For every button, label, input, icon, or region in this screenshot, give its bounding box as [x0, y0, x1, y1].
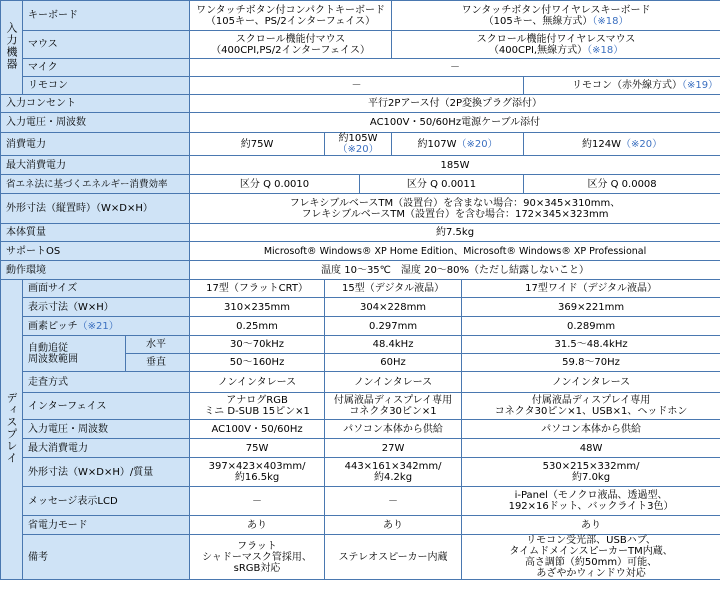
dvolt-value-2: パソコン本体から供給: [325, 420, 462, 439]
row-outlet: [1, 95, 720, 113]
note-18[interactable]: （※18）: [587, 44, 624, 56]
dmax-value-3: 48W: [462, 439, 720, 458]
keyboard-value-1: ワンタッチボタン付コンパクトキーボード （105キー、PS/2インターフェイス）: [190, 1, 392, 31]
label-lcd: メッセージ表示LCD: [23, 487, 190, 516]
saving-value-1: あり: [190, 516, 325, 535]
row-saving: [1, 516, 720, 535]
label-mouse: マウス: [23, 31, 190, 59]
pitch-value-2: 0.297mm: [325, 317, 462, 336]
pitch-value-3: 0.289mm: [462, 317, 720, 336]
label-keyboard: キーボード: [23, 1, 190, 31]
iface-value-3: 付属液晶ディスプレイ専用 コネクタ30ピン×1、USB×1、ヘッドホン: [462, 393, 720, 420]
row-dmax: [1, 439, 720, 458]
row-scan-h: [1, 336, 720, 354]
iface-value-2: 付属液晶ディスプレイ専用 コネクタ30ピン×1: [325, 393, 462, 420]
screen-value-3: 17型ワイド（デジタル液晶）: [462, 280, 720, 298]
remarks-value-1: フラット シャドーマスク管採用、 sRGB対応: [190, 535, 325, 580]
row-power: [1, 133, 720, 156]
efficiency-value-1: 区分 Q 0.0010: [190, 175, 360, 194]
row-lcd: [1, 487, 720, 516]
remarks-value-2: ステレオスピーカー内蔵: [325, 535, 462, 580]
label-area: 表示寸法（W×H）: [23, 298, 190, 317]
power-value-2: 約105W（※20）: [325, 133, 392, 156]
env-value: 温度 10～35℃ 湿度 20～80%（ただし結露しないこと）: [190, 261, 720, 280]
label-pitch: 画素ピッチ（※21）: [23, 317, 190, 336]
row-env: [1, 261, 720, 280]
note-21[interactable]: （※21）: [77, 320, 119, 332]
saving-value-3: あり: [462, 516, 720, 535]
label-saving: 省電力モード: [23, 516, 190, 535]
scan-v-value-3: 59.8～70Hz: [462, 354, 720, 372]
scan-h-value-1: 30～70kHz: [190, 336, 325, 354]
row-pitch: [1, 317, 720, 336]
label-dvolt: 入力電圧・周波数: [23, 420, 190, 439]
label-outlet: 入力コンセント: [1, 95, 190, 113]
area-value-3: 369×221mm: [462, 298, 720, 317]
row-remarks: [1, 535, 720, 580]
group-input: 入力機器: [1, 1, 23, 95]
row-keyboard: [1, 1, 720, 31]
area-value-1: 310×235mm: [190, 298, 325, 317]
ddims-value-1: 397×423×403mm/ 約16.5kg: [190, 458, 325, 487]
row-mass: [1, 224, 720, 242]
label-mass: 本体質量: [1, 224, 190, 242]
row-maxpower: [1, 156, 720, 175]
keyboard-value-2: ワンタッチボタン付ワイヤレスキーボード （105キー、無線方式）（※18）: [392, 1, 720, 31]
row-area: [1, 298, 720, 317]
mouse-value-1: スクロール機能付マウス （400CPI,PS/2インターフェイス）: [190, 31, 392, 59]
row-efficiency: [1, 175, 720, 194]
dvolt-value-1: AC100V・50/60Hz: [190, 420, 325, 439]
row-remote: [1, 77, 720, 95]
screen-value-1: 17型（フラットCRT）: [190, 280, 325, 298]
label-ddims: 外形寸法（W×D×H）/質量: [23, 458, 190, 487]
row-dims: [1, 194, 720, 224]
note-20[interactable]: （※20）: [456, 138, 498, 150]
mass-value: 約7.5kg: [190, 224, 720, 242]
ddims-value-2: 443×161×342mm/ 約4.2kg: [325, 458, 462, 487]
voltage-value: AC100V・50/60Hz電源ケーブル添付: [190, 113, 720, 133]
mic-value: －: [190, 59, 720, 77]
scanmode-value-2: ノンインタレース: [325, 372, 462, 393]
iface-value-1: アナログRGB ミニ D-SUB 15ピン×1: [190, 393, 325, 420]
power-value-1: 約75W: [190, 133, 325, 156]
row-os: [1, 242, 720, 261]
row-mouse: [1, 31, 720, 59]
dmax-value-1: 75W: [190, 439, 325, 458]
label-dims: 外形寸法（縦置時）（W×D×H）: [1, 194, 190, 224]
saving-value-2: あり: [325, 516, 462, 535]
row-voltage: [1, 113, 720, 133]
scan-h-value-2: 48.4kHz: [325, 336, 462, 354]
label-voltage: 入力電圧・周波数: [1, 113, 190, 133]
note-20[interactable]: （※20）: [620, 138, 663, 150]
row-ddims: [1, 458, 720, 487]
row-screen: [1, 280, 720, 298]
label-maxpower: 最大消費電力: [1, 156, 190, 175]
area-value-2: 304×228mm: [325, 298, 462, 317]
dims-value: フレキシブルベースTM（設置台）を含まない場合：90×345×310mm、 フレキシブルベースTM（設置台）を含む場合：172×345×323mm: [190, 194, 720, 224]
mouse-value-2: スクロール機能付ワイヤレスマウス （400CPI,無線方式）（※18）: [392, 31, 720, 59]
scanmode-value-3: ノンインタレース: [462, 372, 720, 393]
label-remote: リモコン: [23, 77, 190, 95]
maxpower-value: 185W: [190, 156, 720, 175]
label-remarks: 備考: [23, 535, 190, 580]
remarks-value-3: リモコン受光部、USBハブ、 タイムドメインスピーカーTM内蔵、 高さ調節（約50mm）可能、 あざやかウィンドウ対応: [462, 535, 720, 580]
label-scanmode: 走査方式: [23, 372, 190, 393]
row-scanmode: [1, 372, 720, 393]
note-18[interactable]: （※18）: [592, 15, 629, 27]
note-20[interactable]: （※20）: [337, 144, 379, 155]
screen-value-2: 15型（デジタル液晶）: [325, 280, 462, 298]
pitch-value-1: 0.25mm: [190, 317, 325, 336]
label-screen: 画面サイズ: [23, 280, 190, 298]
row-dvolt: [1, 420, 720, 439]
remote-value-1: －: [190, 77, 524, 95]
scan-h-value-3: 31.5～48.4kHz: [462, 336, 720, 354]
lcd-value-2: －: [325, 487, 462, 516]
dmax-value-2: 27W: [325, 439, 462, 458]
label-env: 動作環境: [1, 261, 190, 280]
row-mic: [1, 59, 720, 77]
note-19[interactable]: （※19）: [681, 80, 719, 91]
efficiency-value-2: 区分 Q 0.0011: [360, 175, 524, 194]
label-power: 消費電力: [1, 133, 190, 156]
scan-v-value-1: 50～160Hz: [190, 354, 325, 372]
label-os: サポートOS: [1, 242, 190, 261]
lcd-value-3: i-Panel（モノクロ液晶、透過型、 192×16ドット、バックライト3色）: [462, 487, 720, 516]
dvolt-value-3: パソコン本体から供給: [462, 420, 720, 439]
row-iface: [1, 393, 720, 420]
label-efficiency: 省エネ法に基づくエネルギー消費効率: [1, 175, 190, 194]
scan-v-value-2: 60Hz: [325, 354, 462, 372]
group-display: ディスプレイ: [1, 280, 23, 580]
efficiency-value-3: 区分 Q 0.0008: [524, 175, 720, 194]
label-iface: インターフェイス: [23, 393, 190, 420]
os-value: Microsoft® Windows® XP Home Edition、Microsoft® Windows® XP Professional: [190, 242, 720, 261]
power-value-4: 約124W（※20）: [524, 133, 720, 156]
power-value-3: 約107W（※20）: [392, 133, 524, 156]
remote-value-2: リモコン（赤外線方式）（※19）: [524, 77, 720, 95]
scanmode-value-1: ノンインタレース: [190, 372, 325, 393]
label-scan: 自動追従 周波数範囲: [23, 336, 126, 372]
ddims-value-3: 530×215×332mm/ 約7.0kg: [462, 458, 720, 487]
outlet-value: 平行2Pアース付（2P変換プラグ添付）: [190, 95, 720, 113]
label-scan-horizontal: 水平: [126, 336, 190, 354]
lcd-value-1: －: [190, 487, 325, 516]
label-dmax: 最大消費電力: [23, 439, 190, 458]
label-scan-vertical: 垂直: [126, 354, 190, 372]
label-mic: マイク: [23, 59, 190, 77]
